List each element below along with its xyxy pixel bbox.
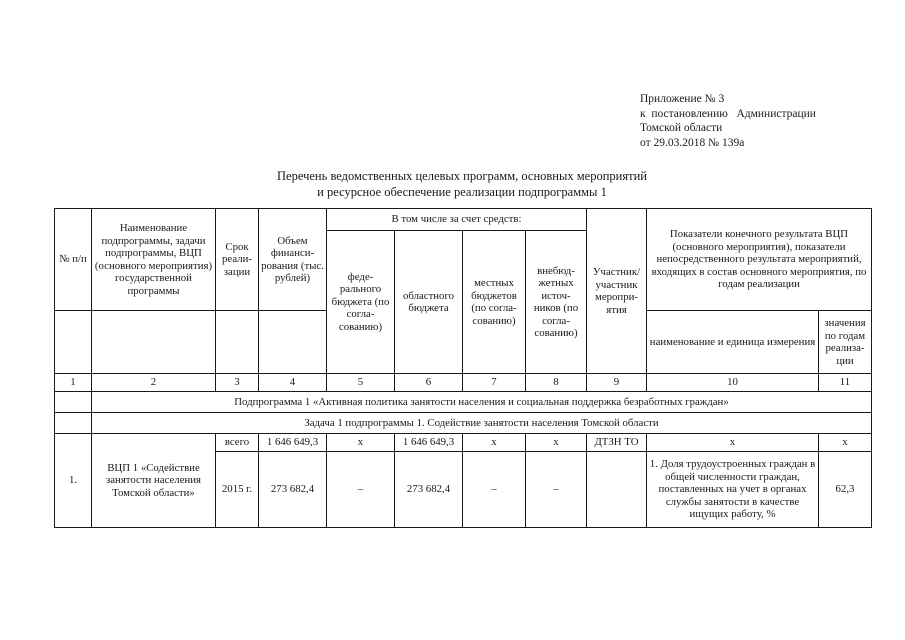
programs-table: [54, 208, 872, 528]
header-name: Наименование подпрограммы, задачи подпрограммы, ВЦП (основного мероприятия) государственной программы: [92, 209, 216, 311]
header-term-cont: [216, 311, 259, 374]
annex-line-3: Томской области: [640, 122, 723, 134]
annex-line-1: Приложение № 3: [640, 93, 725, 105]
task-num-cell: [55, 413, 92, 434]
col-number-8: 8: [526, 374, 587, 392]
row1-2015-regional: 273 682,4: [395, 452, 463, 528]
header-indicator-values: значения по годам реализа-ции: [819, 311, 872, 374]
header-indicators: Показатели конечного результата ВЦП (основного мероприятия), показатели непосредственного результата мероприятий, входящих в состав основного мероприятия, по годам реализации: [647, 209, 872, 311]
header-indicator-name: наименование и единица измерения: [647, 311, 819, 374]
col-number-5: 5: [327, 374, 395, 392]
header-term: Срок реали-зации: [216, 209, 259, 311]
row1-2015-federal: –: [327, 452, 395, 528]
header-num: № п/п: [55, 209, 92, 311]
row1-num: 1.: [55, 434, 92, 528]
header-participant: Участник/ участник меропри-ятия: [587, 209, 647, 374]
row1-total-offbudget: x: [526, 434, 587, 452]
header-offbudget: внебюд-жетных источ-ников (по согла-сованию): [526, 231, 587, 374]
row1-participant: ДТЗН ТО: [587, 434, 647, 452]
title-line-2: и ресурсное обеспечение реализации подпрограммы 1: [317, 184, 607, 199]
row1-2015-indicator-value: 62,3: [819, 452, 872, 528]
header-regional: областного бюджета: [395, 231, 463, 374]
subprogram-row: Подпрограмма 1 «Активная политика занятости населения и социальная поддержка безработных граждан»: [92, 392, 872, 413]
document-title: [54, 169, 870, 200]
row1-name: ВЦП 1 «Содействие занятости населения Томской области»: [92, 434, 216, 528]
header-volume-cont: [259, 311, 327, 374]
row1-2015-offbudget: –: [526, 452, 587, 528]
row1-total-term: всего: [216, 434, 259, 452]
row1-total-indicator-value: x: [819, 434, 872, 452]
row1-total-volume: 1 646 649,3: [259, 434, 327, 452]
annex-line-4: от 29.03.2018 № 139а: [640, 136, 745, 149]
row1-total-local: x: [463, 434, 526, 452]
col-number-7: 7: [463, 374, 526, 392]
col-number-6: 6: [395, 374, 463, 392]
header-including: В том числе за счет средств:: [327, 209, 587, 231]
header-local: местных бюджетов (по согла-сованию): [463, 231, 526, 374]
row1-total-regional: 1 646 649,3: [395, 434, 463, 452]
row1-2015-participant: [587, 452, 647, 528]
col-number-3: 3: [216, 374, 259, 392]
header-name-cont: [92, 311, 216, 374]
row1-2015-indicator-name: 1. Доля трудоустроенных граждан в общей численности граждан, поставленных на учет в органах службы занятости в качестве ищущих работу, %: [647, 452, 819, 528]
col-number-2: 2: [92, 374, 216, 392]
title-line-1: Перечень ведомственных целевых программ, основных мероприятий: [277, 169, 647, 183]
row1-2015-local: –: [463, 452, 526, 528]
task-row: Задача 1 подпрограммы 1. Содействие занятости населения Томской области: [92, 413, 872, 434]
col-number-11: 11: [819, 374, 872, 392]
col-number-10: 10: [647, 374, 819, 392]
col-number-1: 1: [55, 374, 92, 392]
header-volume: Объем финанси-рования (тыс. рублей): [259, 209, 327, 311]
row1-2015-term: 2015 г.: [216, 452, 259, 528]
subprogram-num-cell: [55, 392, 92, 413]
col-number-9: 9: [587, 374, 647, 392]
col-number-4: 4: [259, 374, 327, 392]
annex-block: [640, 92, 816, 150]
header-num-cont: [55, 311, 92, 374]
annex-line-2: к постановлению Администрации: [640, 107, 816, 120]
row1-total-federal: x: [327, 434, 395, 452]
header-federal: феде-рального бюджета (по согла-сованию): [327, 231, 395, 374]
row1-2015-volume: 273 682,4: [259, 452, 327, 528]
row1-total-indicator-name: x: [647, 434, 819, 452]
